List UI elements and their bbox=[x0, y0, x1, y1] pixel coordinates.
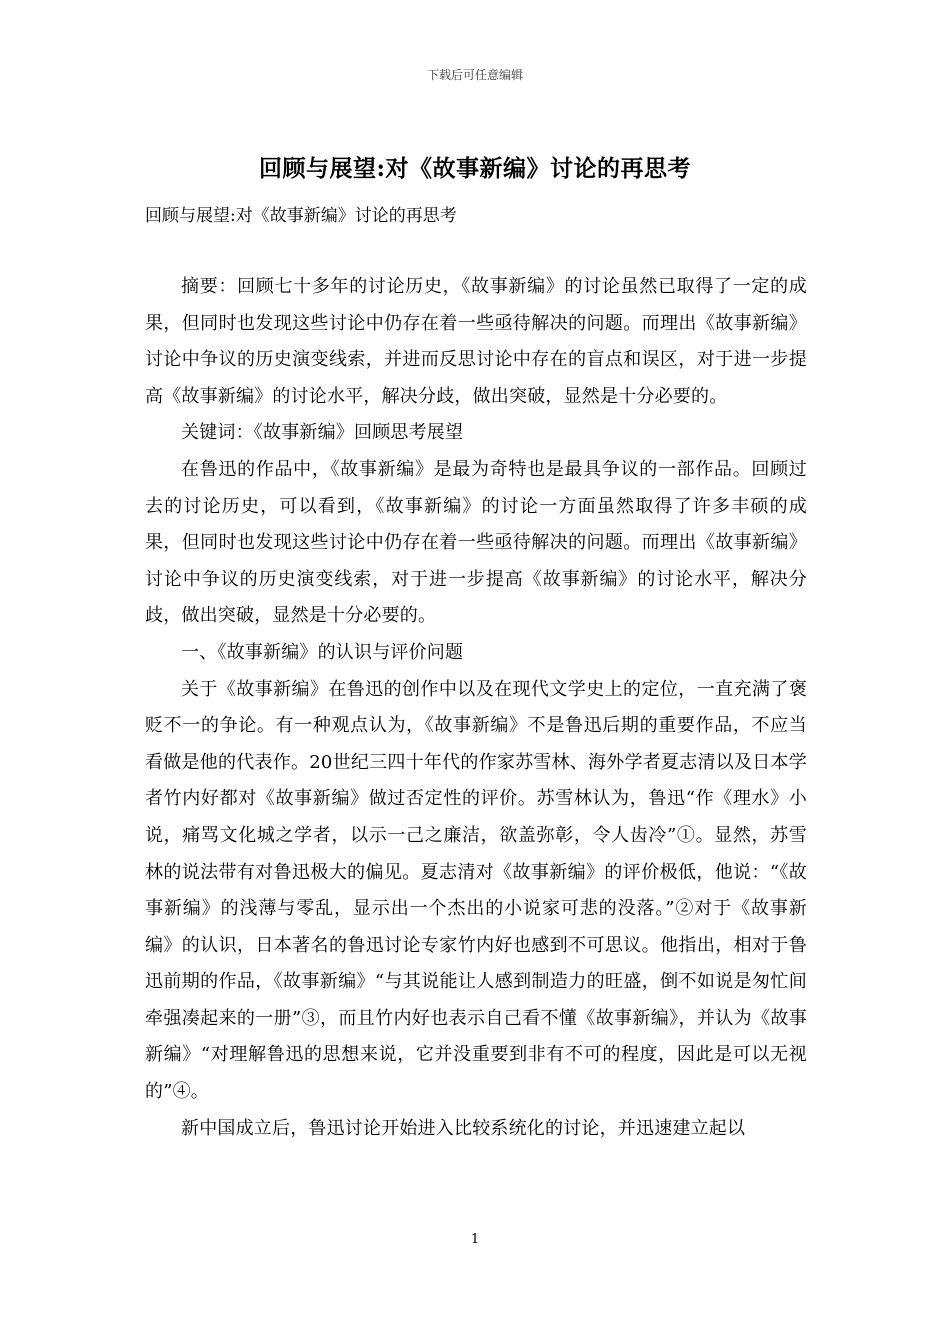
document-body bbox=[145, 269, 807, 1147]
document-subtitle: 回顾与展望:对《故事新编》讨论的再思考 bbox=[145, 206, 457, 226]
section-heading: 一、《故事新编》的认识与评价问题 bbox=[181, 641, 464, 663]
body-paragraph: 关于《故事新编》在鲁迅的创作中以及在现代文学史上的定位，一直充满了褒贬不一的争论。有一种观点认为，《故事新编》不是鲁迅后期的重要作品，不应当看做是他的代表作。20世纪三四十年代的作家苏雪林、海外学者夏志清以及日本学者竹内好都对《故事新编》做过否定性的评价。苏雪林认为，鲁迅“作《理水》小说，痛骂文化城之学者，以示一己之廉洁，欲盖弥彰，令人齿冷”①。显然，苏雪林的说法带有对鲁迅极大的偏见。夏志清对《故事新编》的评价极低，他说：“《故事新编》的浅薄与零乱，显示出一个杰出的小说家可悲的没落。”②对于《故事新编》的认识，日本著名的鲁迅讨论专家竹内好也感到不可思议。他指出，相对于鲁迅前期的作品，《故事新编》“与其说能让人感到制造力的旺盛，倒不如说是匆忙间牵强凑起来的一册”③，而且竹内好也表示自己看不懂《故事新编》，并认为《故事新编》“对理解鲁迅的思想来说，它并没重要到非有不可的程度，因此是可以无视的”④。 bbox=[145, 678, 807, 1103]
document-title: 回顾与展望:对《故事新编》讨论的再思考 bbox=[259, 155, 691, 182]
page-header: 下载后可任意编辑 bbox=[426, 68, 523, 82]
keywords-paragraph: 关键词：《故事新编》回顾思考展望 bbox=[181, 422, 464, 444]
page-number: 1 bbox=[470, 1232, 480, 1247]
abstract-paragraph: 摘要：回顾七十多年的讨论历史，《故事新编》的讨论虽然已取得了一定的成果，但同时也发现这些讨论中仍存在着一些亟待解决的问题。而理出《故事新编》讨论中争议的历史演变线索，并进而反思讨论中存在的盲点和误区，对于进一步提高《故事新编》的讨论水平，解决分歧，做出突破，显然是十分必要的。 bbox=[145, 276, 807, 407]
body-paragraph: 新中国成立后，鲁迅讨论开始进入比较系统化的讨论，并迅速建立起以 bbox=[181, 1117, 746, 1139]
intro-paragraph: 在鲁迅的作品中，《故事新编》是最为奇特也是最具争议的一部作品。回顾过去的讨论历史，可以看到，《故事新编》的讨论一方面虽然取得了许多丰硕的成果，但同时也发现这些讨论中仍存在着一些亟待解决的问题。而理出《故事新编》讨论中争议的历史演变线索，对于进一步提高《故事新编》的讨论水平，解决分歧，做出突破，显然是十分必要的。 bbox=[145, 458, 807, 627]
